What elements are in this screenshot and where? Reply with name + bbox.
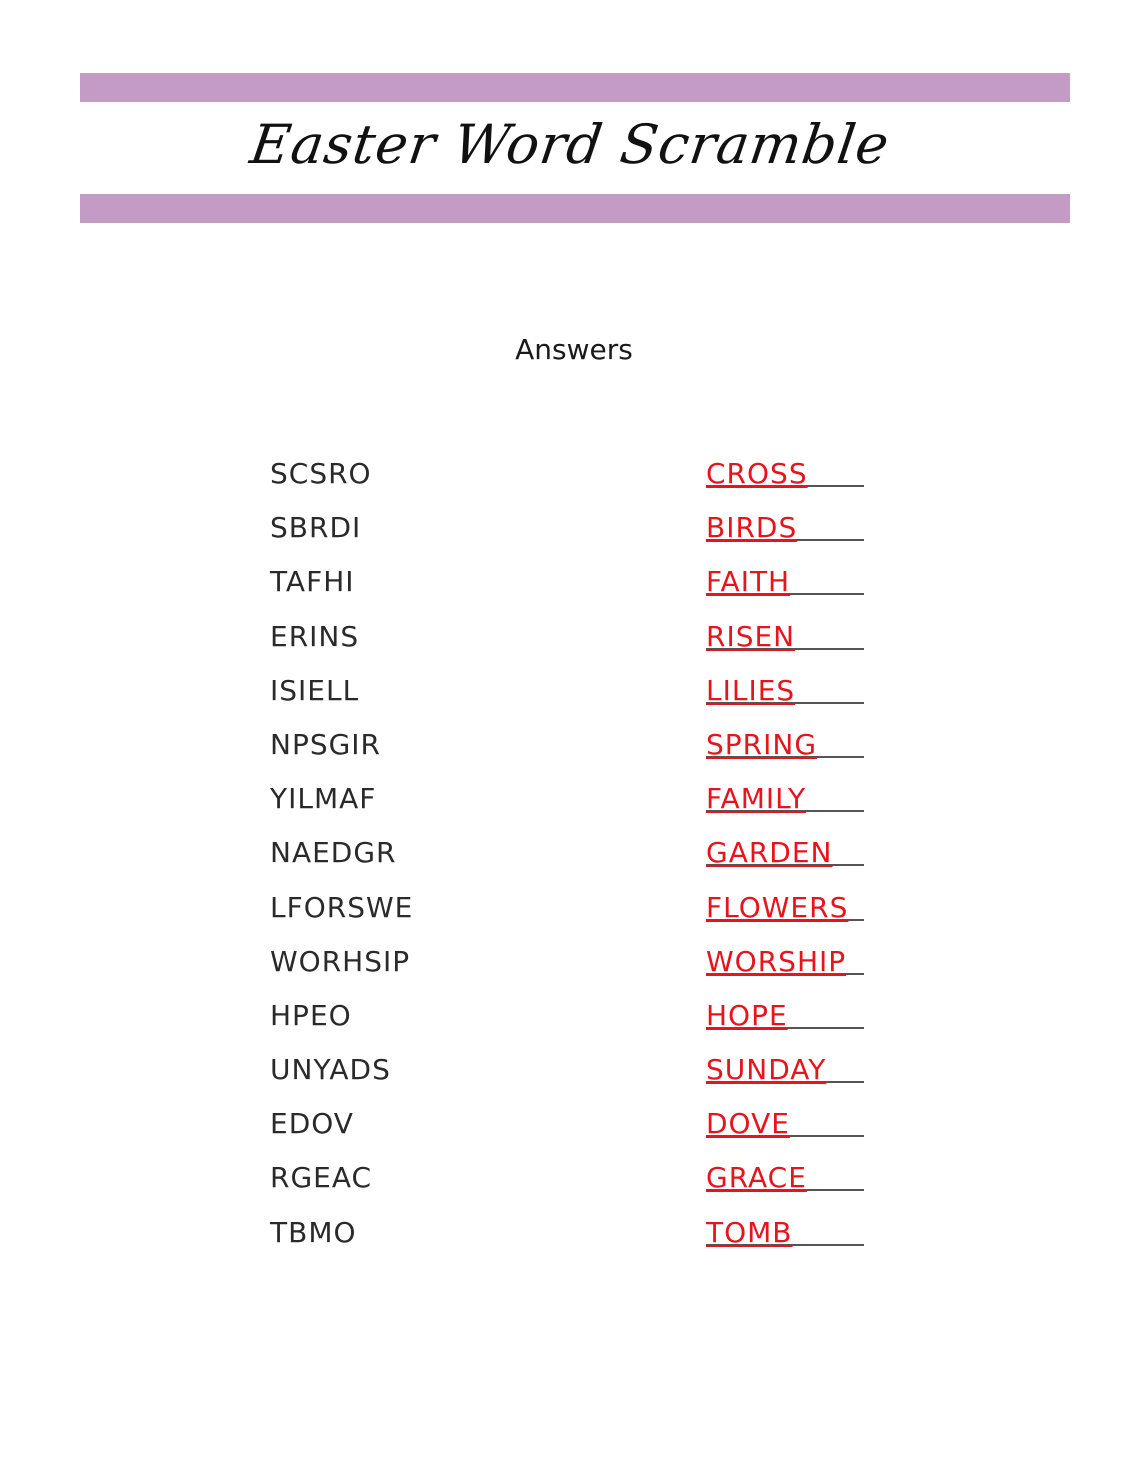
answer-word: TOMB <box>706 1215 793 1249</box>
scrambled-word: SBRDI <box>270 511 362 545</box>
word-row <box>0 827 1140 881</box>
word-row <box>0 990 1140 1044</box>
scrambled-word: TBMO <box>270 1215 357 1249</box>
answer-word: GARDEN <box>706 836 833 870</box>
answers-heading: Answers <box>515 333 633 366</box>
scrambled-word: RGEAC <box>270 1161 373 1195</box>
word-row <box>0 719 1140 773</box>
answer-word: LILIES <box>706 673 796 707</box>
answer-word: WORSHIP <box>706 944 847 978</box>
answer-word: SUNDAY <box>706 1053 827 1087</box>
scrambled-word: UNYADS <box>270 1053 391 1087</box>
scrambled-word: YILMAF <box>270 782 377 816</box>
header-band-bottom <box>80 194 1070 223</box>
scrambled-word: NAEDGR <box>270 836 397 870</box>
word-row <box>0 611 1140 665</box>
answer-word: DOVE <box>706 1107 790 1141</box>
answer-word: BIRDS <box>706 511 798 545</box>
word-row <box>0 1152 1140 1206</box>
answer-word: GRACE <box>706 1161 807 1195</box>
word-row <box>0 1098 1140 1152</box>
word-row <box>0 665 1140 719</box>
word-row <box>0 556 1140 610</box>
scrambled-word: ISIELL <box>270 673 360 707</box>
answer-word: SPRING <box>706 727 818 761</box>
answer-word: FLOWERS <box>706 890 849 924</box>
word-row <box>0 773 1140 827</box>
scrambled-word: NPSGIR <box>270 727 382 761</box>
answer-word: FAMILY <box>706 782 807 816</box>
answer-word: FAITH <box>706 565 791 599</box>
header-band-top <box>80 73 1070 102</box>
word-list <box>0 448 1140 1261</box>
answer-word: CROSS <box>706 457 808 490</box>
word-row <box>0 936 1140 990</box>
answer-word: RISEN <box>706 619 796 653</box>
word-row <box>0 1207 1140 1261</box>
scrambled-word: WORHSIP <box>270 944 411 978</box>
scrambled-word: LFORSWE <box>270 890 414 924</box>
scrambled-word: TAFHI <box>270 565 355 599</box>
scrambled-word: ERINS <box>270 619 360 653</box>
scrambled-word: EDOV <box>270 1107 354 1141</box>
word-row <box>0 502 1140 556</box>
word-row <box>0 882 1140 936</box>
word-row <box>0 1044 1140 1098</box>
answer-word: HOPE <box>706 998 788 1032</box>
scrambled-word: SCSRO <box>270 457 372 490</box>
scrambled-word: HPEO <box>270 998 352 1032</box>
page-title: Easter Word Scramble <box>246 113 894 176</box>
word-row <box>0 448 1140 502</box>
